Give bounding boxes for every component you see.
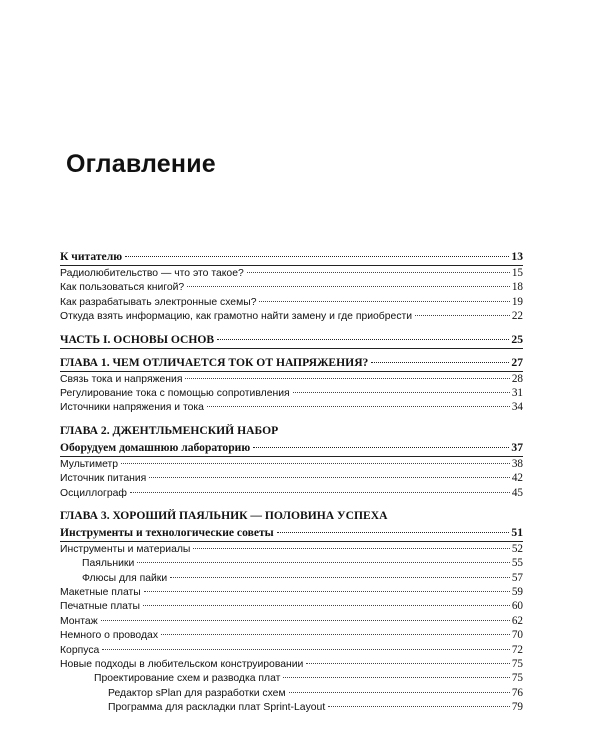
toc-entry[interactable] [60, 643, 523, 657]
toc-entry-page: 57 [511, 571, 523, 584]
toc-entry-page: 52 [511, 542, 523, 555]
toc-entry-title: Источники напряжения и тока [60, 402, 204, 414]
dot-leader [121, 463, 510, 464]
toc-entry-title: Редактор sPlan для разработки схем [108, 687, 286, 699]
toc-entry-chapter-3[interactable] [60, 524, 523, 541]
toc-entry[interactable] [60, 571, 523, 585]
dot-leader [207, 406, 510, 407]
toc-entry[interactable] [60, 671, 523, 685]
dot-leader [125, 256, 509, 257]
dot-leader [415, 315, 510, 316]
toc-entry[interactable] [60, 295, 523, 309]
toc-entry[interactable] [60, 309, 523, 323]
toc-entry-page: 18 [511, 281, 523, 294]
toc-entry-page: 70 [511, 629, 523, 642]
dot-leader [371, 362, 509, 363]
dot-leader [144, 591, 510, 592]
toc-entry-title: Инструменты и материалы [60, 543, 191, 555]
toc-entry-page: 55 [511, 557, 523, 570]
toc-entry-page: 79 [511, 701, 523, 714]
toc-entry[interactable] [60, 400, 523, 414]
toc-entry[interactable] [60, 486, 523, 500]
toc-entry-page: 60 [511, 600, 523, 613]
dot-leader [102, 649, 510, 650]
toc-entry-title: ГЛАВА 2. ДЖЕНТЛЬМЕНСКИЙ НАБОР [60, 423, 279, 437]
toc-entry-page: 25 [511, 332, 523, 346]
toc-entry-page: 31 [511, 386, 523, 399]
toc-entry[interactable] [60, 628, 523, 642]
dot-leader [187, 286, 510, 287]
dot-leader [289, 692, 510, 693]
toc-entry-page: 75 [511, 672, 523, 685]
toc-entry-page: 59 [511, 586, 523, 599]
toc-entry-page: 75 [511, 658, 523, 671]
toc-entry-title: Радиолюбительство — что это такое? [60, 268, 244, 279]
toc-entry[interactable] [60, 386, 523, 400]
toc-entry-chapter-2[interactable] [60, 439, 523, 456]
toc-entry-subtitle: Инструменты и технологические советы [60, 525, 274, 539]
toc-entry-page: 28 [511, 372, 523, 385]
toc-entry-page: 62 [511, 614, 523, 627]
toc-entry-title: Источник питания [60, 473, 147, 485]
dot-leader [259, 301, 509, 302]
toc-entry[interactable] [60, 471, 523, 485]
dot-leader [149, 477, 510, 478]
page-title: Оглавление [66, 150, 216, 178]
toc-entry-page: 22 [511, 310, 523, 323]
toc-entry-title: Регулирование тока с помощью сопротивления [60, 387, 290, 399]
dot-leader [170, 577, 510, 578]
toc-entry-title: Флюсы для пайки [82, 572, 168, 584]
toc-entry[interactable] [60, 700, 523, 714]
toc-entry-title: Печатные платы [60, 601, 140, 613]
toc-entry[interactable] [60, 542, 523, 556]
toc-entry-chapter-1[interactable] [60, 354, 523, 371]
toc-entry-title: Программа для раскладки плат Sprint-Layout [108, 702, 326, 714]
toc-entry[interactable] [60, 657, 523, 671]
toc-entry-title: Связь тока и напряжения [60, 373, 183, 385]
dot-leader [193, 548, 509, 549]
toc-entry[interactable] [60, 266, 523, 280]
dot-leader [130, 492, 510, 493]
toc-entry-title: Макетные платы [60, 587, 141, 599]
toc-entry-page: 72 [511, 643, 523, 656]
dot-leader [247, 272, 510, 273]
toc-entry[interactable] [60, 556, 523, 570]
toc-entry-title: Проектирование схем и разводка плат [94, 673, 281, 685]
toc-entry[interactable] [60, 585, 523, 599]
toc-entry-page: 27 [511, 355, 523, 369]
dot-leader [293, 392, 510, 393]
toc-entry-title: Как пользоваться книгой? [60, 282, 185, 294]
toc-entry-intro[interactable] [60, 248, 523, 265]
toc-entry-page: 19 [511, 295, 523, 308]
dot-leader [217, 339, 509, 340]
dot-leader [185, 378, 509, 379]
toc-entry-title: Осциллограф [60, 487, 127, 499]
toc-entry-title: Монтаж [60, 615, 98, 627]
toc-entry-page: 76 [511, 686, 523, 699]
toc-entry[interactable] [60, 457, 523, 471]
toc-entry-title: ЧАСТЬ I. ОСНОВЫ ОСНОВ [60, 332, 215, 346]
toc-entry-title: ГЛАВА 1. ЧЕМ ОТЛИЧАЕТСЯ ТОК ОТ НАПРЯЖЕНИЯ? [60, 355, 369, 369]
toc-entry-title: Как разрабатывать электронные схемы? [60, 296, 257, 308]
toc-entry-title: ГЛАВА 3. ХОРОШИЙ ПАЯЛЬНИК — ПОЛОВИНА УСПЕХА [60, 508, 388, 522]
dot-leader [277, 532, 510, 533]
toc-entry-title: Немного о проводах [60, 630, 159, 642]
dot-leader [328, 706, 510, 707]
toc-entry[interactable] [60, 614, 523, 628]
toc-entry-page: 38 [511, 457, 523, 470]
toc-entry-page: 15 [511, 267, 523, 279]
toc-entry-page: 45 [511, 486, 523, 499]
toc-entry-page: 34 [511, 401, 523, 414]
toc-entry-subtitle: Оборудуем домашнюю лабораторию [60, 440, 251, 454]
dot-leader [253, 447, 509, 448]
dot-leader [283, 677, 509, 678]
table-of-contents [60, 248, 523, 715]
toc-entry-chapter-2-heading[interactable] [60, 422, 523, 439]
toc-entry-page: 42 [511, 472, 523, 485]
dot-leader [306, 663, 509, 664]
toc-entry[interactable] [60, 280, 523, 294]
toc-entry-page: 51 [511, 525, 523, 539]
dot-leader [143, 605, 510, 606]
toc-entry-title: К читателю [60, 250, 123, 263]
toc-entry-chapter-3-heading[interactable] [60, 507, 523, 524]
toc-entry-title: Новые подходы в любительском конструировании [60, 659, 304, 671]
toc-entry[interactable] [60, 686, 523, 700]
toc-entry[interactable] [60, 599, 523, 613]
toc-entry-part-1[interactable] [60, 331, 523, 348]
toc-entry-title: Паяльники [82, 558, 135, 570]
dot-leader [161, 634, 510, 635]
toc-entry-title: Откуда взять информацию, как грамотно найти замену и где приобрести [60, 311, 413, 323]
toc-entry[interactable] [60, 372, 523, 386]
toc-entry-title: Корпуса [60, 644, 100, 656]
toc-entry-page: 13 [511, 250, 523, 263]
dot-leader [101, 620, 510, 621]
toc-entry-title: Мультиметр [60, 458, 119, 470]
dot-leader [137, 562, 510, 563]
toc-entry-page: 37 [511, 440, 523, 454]
